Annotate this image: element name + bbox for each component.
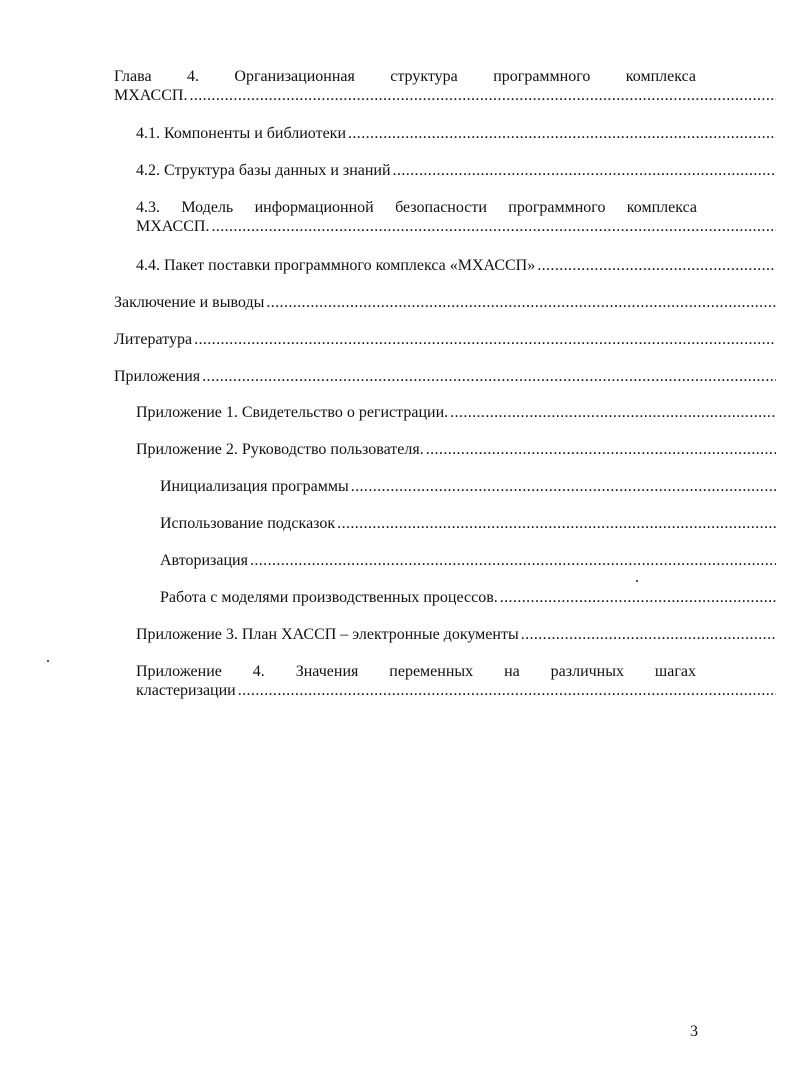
toc-entry-appendix-4 <box>136 662 776 700</box>
toc-entry-4-3 <box>136 198 776 236</box>
toc-entry-hints <box>160 514 776 533</box>
toc-entry-text: 4.4. Пакет поставки программного комплекса «МХАССП» <box>136 257 536 274</box>
dot-leader <box>189 86 776 105</box>
toc-entry-text: 4.1. Компоненты и библиотеки <box>136 125 346 142</box>
toc-entry-process-models <box>160 588 776 607</box>
toc-entry-initialization <box>160 477 776 496</box>
toc-entry-text: Инициализация программы <box>160 478 349 495</box>
toc-entry-text: Использование подсказок <box>160 515 336 532</box>
toc-entry-appendix-3 <box>136 625 776 644</box>
dot-leader <box>266 293 776 312</box>
toc-entry-literature <box>114 330 776 349</box>
toc-entry-chapter-4 <box>114 67 776 105</box>
dot-leader <box>537 256 776 275</box>
scan-speck <box>636 580 638 582</box>
dot-leader <box>351 477 776 496</box>
toc-entry-text: 4.3. Модель информационной безопасности программного комплекса <box>136 199 697 216</box>
dot-leader <box>238 681 776 700</box>
dot-leader <box>337 514 776 533</box>
toc-entry-authorization <box>160 551 776 570</box>
dot-leader <box>500 588 776 607</box>
toc-entry-text: Приложения <box>114 368 201 385</box>
page-number: 3 <box>690 1023 698 1040</box>
toc-entry-appendix-2 <box>136 440 776 459</box>
dot-leader <box>348 124 776 143</box>
toc-entry-appendix-1 <box>136 403 776 422</box>
toc-entry-text: Авторизация <box>160 552 248 569</box>
toc-entry-text: Глава 4. Организационная структура программного комплекса <box>114 68 696 85</box>
toc-entry-text: Приложение 4. Значения переменных на различных шагах <box>136 663 696 680</box>
dot-leader <box>250 551 776 570</box>
toc-entry-4-4 <box>136 256 776 275</box>
toc-entry-text-cont: МХАССП. <box>114 87 188 104</box>
dot-leader <box>426 440 776 459</box>
dot-leader <box>202 367 776 386</box>
toc-entry-4-1 <box>136 124 776 143</box>
toc-entry-text: Литература <box>114 331 193 348</box>
dot-leader <box>521 625 776 644</box>
toc-entry-text: Приложение 1. Свидетельство о регистрации. <box>136 404 449 421</box>
dot-leader <box>211 217 776 236</box>
toc-entry-conclusion <box>114 293 776 312</box>
dot-leader <box>450 403 776 422</box>
toc-entry-text: Работа с моделями производственных процессов. <box>160 589 498 606</box>
toc-entry-text-cont: МХАССП. <box>136 218 210 235</box>
scan-speck <box>47 660 49 662</box>
dot-leader <box>393 161 776 180</box>
dot-leader <box>194 330 776 349</box>
toc-entry-text: Заключение и выводы <box>114 294 265 311</box>
toc-entry-text: 4.2. Структура базы данных и знаний <box>136 162 391 179</box>
toc-entry-4-2 <box>136 161 776 180</box>
toc-entry-text-cont: кластеризации <box>136 682 236 699</box>
toc-entry-appendices <box>114 367 776 386</box>
toc-entry-text: Приложение 3. План ХАССП – электронные документы <box>136 626 519 643</box>
toc-entry-text: Приложение 2. Руководство пользователя. <box>136 441 424 458</box>
